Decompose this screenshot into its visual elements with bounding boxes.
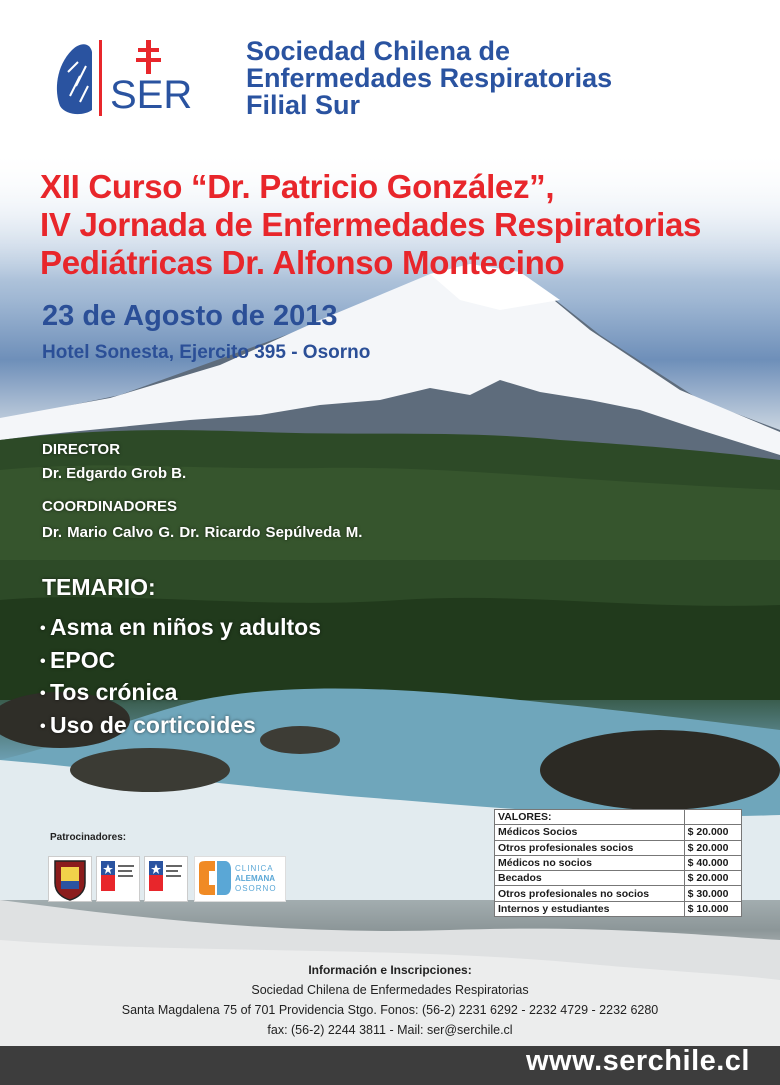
table-row	[495, 810, 742, 825]
event-venue: Hotel Sonesta, Ejercito 395 - Osorno	[42, 342, 371, 363]
svg-text:SER: SER	[110, 73, 193, 117]
website-link[interactable]: www.serchile.cl	[525, 1045, 750, 1077]
table-row	[495, 871, 742, 886]
event-title	[40, 168, 701, 282]
list-item: • EPOC	[40, 645, 321, 678]
price-value: $ 30.000	[684, 886, 741, 901]
table-row	[495, 825, 742, 840]
price-label: Médicos no socios	[495, 855, 685, 870]
price-heading: VALORES:	[495, 810, 685, 825]
government-logo	[96, 856, 140, 902]
event-date: 23 de Agosto de 2013	[42, 300, 338, 332]
title-line: IV Jornada de Enfermedades Respiratorias	[40, 206, 702, 243]
health-ministry-logo	[144, 856, 188, 902]
table-row	[495, 840, 742, 855]
org-line: Filial Sur	[246, 90, 361, 120]
clinica-alemana-logo	[194, 856, 286, 902]
temario-list	[40, 612, 321, 742]
price-label: Becados	[495, 871, 685, 886]
director-heading: DIRECTOR	[42, 441, 121, 458]
organization-name	[246, 38, 612, 119]
svg-text:OSORNO: OSORNO	[235, 884, 277, 893]
table-row	[495, 855, 742, 870]
contact-info	[0, 960, 780, 1040]
price-value: $ 20.000	[684, 840, 741, 855]
title-line: Pediátricas Dr. Alfonso Montecino	[40, 244, 565, 281]
table-row	[495, 886, 742, 901]
price-value: $ 20.000	[684, 871, 741, 886]
title-line: XII Curso “Dr. Patricio González”,	[40, 168, 555, 205]
org-line: Enfermedades Respiratorias	[246, 63, 613, 93]
price-table	[494, 809, 742, 917]
price-label: Otros profesionales no socios	[495, 886, 685, 901]
price-value: $ 40.000	[684, 855, 741, 870]
price-label: Otros profesionales socios	[495, 840, 685, 855]
price-value: $ 10.000	[684, 901, 741, 916]
price-label: Médicos Socios	[495, 825, 685, 840]
price-heading-blank	[684, 810, 741, 825]
sponsors-label: Patrocinadores:	[50, 832, 127, 843]
contact-line: Sociedad Chilena de Enfermedades Respiratorias	[251, 983, 529, 997]
list-item: • Tos crónica	[40, 677, 321, 710]
director-name: Dr. Edgardo Grob B.	[42, 465, 187, 482]
svg-text:CLINICA: CLINICA	[235, 864, 274, 873]
ser-lungs-logo	[50, 36, 220, 120]
coordinators-names: Dr. Mario Calvo G. Dr. Ricardo Sepúlveda M.	[42, 524, 363, 541]
temario-heading: TEMARIO:	[42, 574, 156, 600]
org-line: Sociedad Chilena de	[246, 36, 511, 66]
municipal-crest-logo	[48, 856, 92, 902]
price-label: Internos y estudiantes	[495, 901, 685, 916]
contact-line: fax: (56-2) 2244 3811 - Mail: ser@serchile.cl	[267, 1023, 513, 1037]
svg-text:ALEMANA: ALEMANA	[235, 874, 275, 883]
price-value: $ 20.000	[684, 825, 741, 840]
list-item: • Asma en niños y adultos	[40, 612, 321, 645]
coordinators-heading: COORDINADORES	[42, 498, 178, 515]
contact-line: Santa Magdalena 75 of 701 Providencia Stgo. Fonos: (56-2) 2231 6292 - 2232 4729 - 2232 6280	[121, 1003, 659, 1017]
list-item: • Uso de corticoides	[40, 710, 321, 743]
table-row	[495, 901, 742, 916]
contact-heading: Información e Inscripciones:	[308, 963, 472, 977]
